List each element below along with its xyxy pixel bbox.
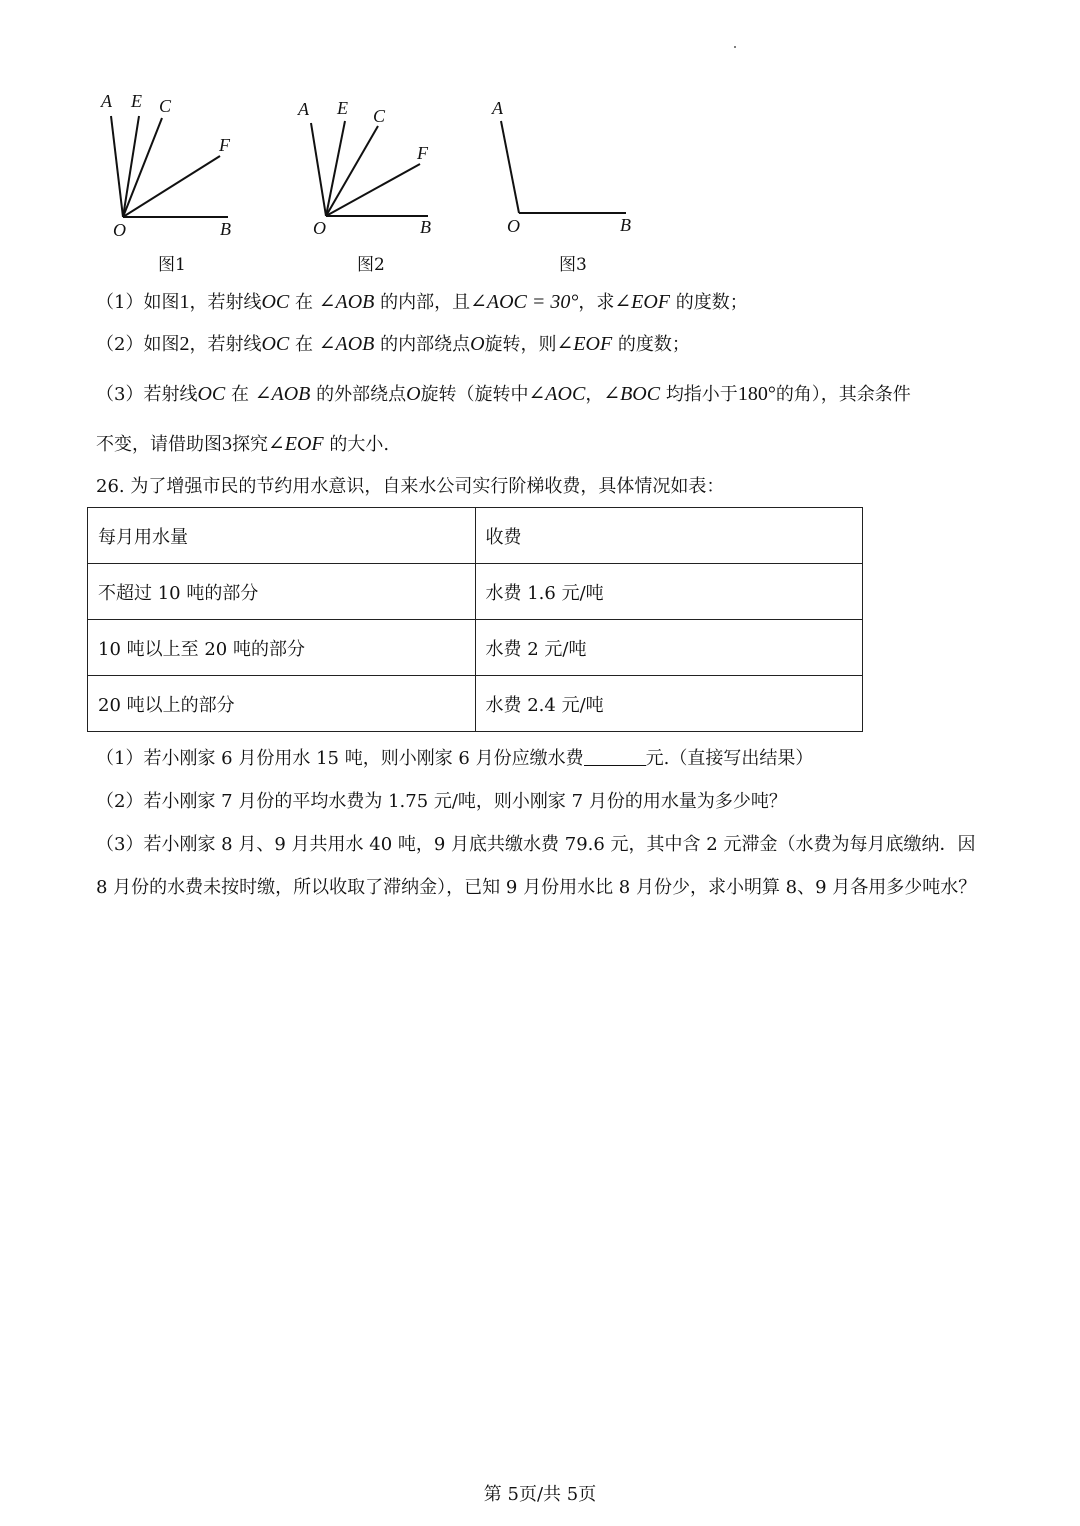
page-footer: 第 5页/共 5页: [483, 1484, 597, 1505]
table-row: [88, 676, 863, 732]
fig2-label-F: F: [417, 143, 428, 163]
table-cell: 不超过 10 吨的部分: [88, 564, 476, 620]
fig2-label-E: E: [337, 98, 348, 118]
table-cell: 水费 2 元/吨: [475, 620, 863, 676]
table-cell: 水费 2.4 元/吨: [475, 676, 863, 732]
fig2-label-O: O: [313, 218, 326, 238]
q26-part-3-line-1: （3）若小刚家 8 月、9 月共用水 40 吨，9 月底共缴水费 79.6 元，其中含 2 元滞金（水费为每月底缴纳．因: [96, 834, 976, 855]
fig3-label-A: A: [492, 98, 503, 118]
q26-intro: 26. 为了增强市民的节约用水意识，自来水公司实行阶梯收费，具体情况如表：: [96, 476, 725, 497]
figure-2-caption: 图2: [357, 255, 385, 275]
fig3-label-O: O: [507, 216, 520, 236]
fig2-label-C: C: [373, 106, 386, 126]
fig1-label-C: C: [159, 96, 172, 116]
fig2-label-B: B: [420, 217, 431, 237]
q26-part-2: （2）若小刚家 7 月份的平均水费为 1.75 元/吨，则小刚家 7 月份的用水量为多少吨？: [96, 791, 787, 812]
answer-blank: [584, 747, 646, 766]
figure-1: [100, 91, 231, 240]
table-row: [88, 620, 863, 676]
table-cell: 20 吨以上的部分: [88, 676, 476, 732]
fig2-label-A: A: [298, 99, 309, 119]
table-header-cell: 每月用水量: [88, 508, 476, 564]
table-row: [88, 564, 863, 620]
q26-part-1: （1）若小刚家 6 月份用水 15 吨，则小刚家 6 月份应缴水费 元.（直接写出结果）: [96, 748, 814, 769]
fig1-label-F: F: [219, 135, 230, 155]
table-header-row: [88, 508, 863, 564]
fig1-label-B: B: [220, 219, 231, 239]
fig1-label-O: O: [113, 220, 126, 240]
fig1-label-E: E: [131, 91, 142, 111]
angle-figures: [0, 0, 1080, 290]
q25-part-2: （2）如图2，若射线OC 在 ∠AOB 的内部绕点O旋转，则∠EOF 的度数；: [96, 333, 690, 355]
figure-2: [297, 98, 431, 238]
table-cell: 水费 1.6 元/吨: [475, 564, 863, 620]
figure-3: [491, 98, 631, 236]
q25-part-1: （1）如图1，若射线OC 在 ∠AOB 的内部，且∠AOC = 30°，求∠EOF 的度数；: [96, 291, 748, 313]
q26-part-3-line-2: 8 月份的水费未按时缴，所以收取了滞纳金），已知 9 月份用水比 8 月份少，求小明算 8、9 月各用多少吨水？: [96, 877, 977, 898]
q25-part-3: （3）若射线OC 在 ∠AOB 的外部绕点O旋转（旋转中∠AOC，∠BOC 均指小于180°的角），其余条件: [96, 383, 911, 405]
fig1-label-A: A: [101, 91, 112, 111]
fig3-label-B: B: [620, 215, 631, 235]
table-header-cell: 收费: [475, 508, 863, 564]
table-cell: 10 吨以上至 20 吨的部分: [88, 620, 476, 676]
water-fee-table: [87, 507, 863, 732]
q25-part-3-cont: 不变，请借助图3探究∠EOF 的大小.: [96, 433, 390, 455]
figure-1-caption: 图1: [158, 255, 186, 275]
figure-3-caption: 图3: [559, 255, 587, 275]
